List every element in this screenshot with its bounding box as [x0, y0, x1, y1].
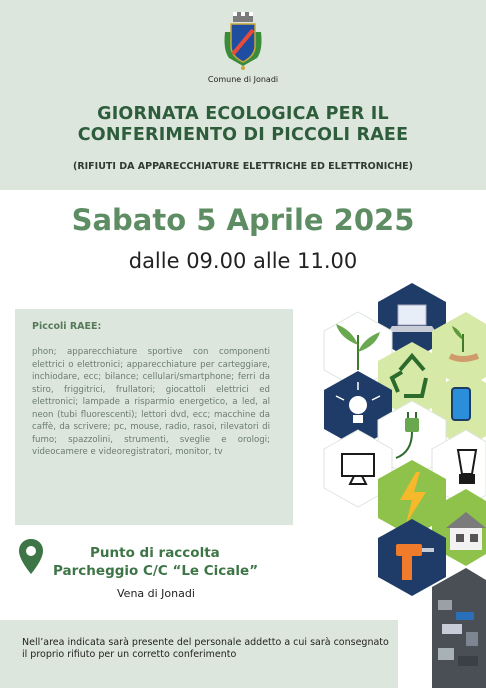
footer-notice: Nell’area indicata sarà presente del personale addetto a cui sarà consegnato il proprio rifiuto per un corretto conferimento — [22, 637, 389, 660]
crest-icon — [219, 10, 267, 72]
title-line-1: GIORNATA ECOLOGICA PER IL — [97, 104, 389, 124]
collection-point-address: Parcheggio C/C “Le Cicale” — [53, 563, 259, 579]
event-date: Sabato 5 Aprile 2025 — [71, 203, 415, 237]
info-box-text: phon; apparecchiature sportive con componenti elettrici o elettronici; apparecchiature per carteggiare, inchiodare, ecc; bilance; cellulari/smartphone; ferri da stiro, friggitrici, frullatori; giocattoli elettrici ed elettronici; lampade a risparmio energetico, a led, al neon (tubi fluorescenti); lettori dvd, ecc; macchine da caffè, da scrivere; pc, mouse, radio, rasoi, rilevatori di fumo; spazzolini, strumenti, sveglie e orologi; videocamere e videoregistratori, monitor, tv — [32, 347, 270, 457]
map-pin-icon — [18, 538, 44, 578]
page-title — [0, 104, 486, 146]
title-line-2: CONFERIMENTO DI PICCOLI RAEE — [77, 125, 409, 145]
municipality-name: Comune di Jonadi — [207, 75, 279, 84]
collection-point-location: Vena di Jonadi — [117, 587, 195, 600]
event-time: dalle 09.00 alle 11.00 — [128, 249, 358, 273]
page-subtitle: (RIFIUTI DA APPARECCHIATURE ELETTRICHE ED ELETTRONICHE) — [72, 161, 413, 172]
hexagon-icon-grid — [312, 282, 486, 688]
collection-point-label: Punto di raccolta — [90, 545, 220, 561]
raee-info-box — [15, 309, 293, 525]
ewaste-pile-icon — [432, 568, 486, 688]
info-box-title: Piccoli RAEE: — [32, 321, 102, 332]
